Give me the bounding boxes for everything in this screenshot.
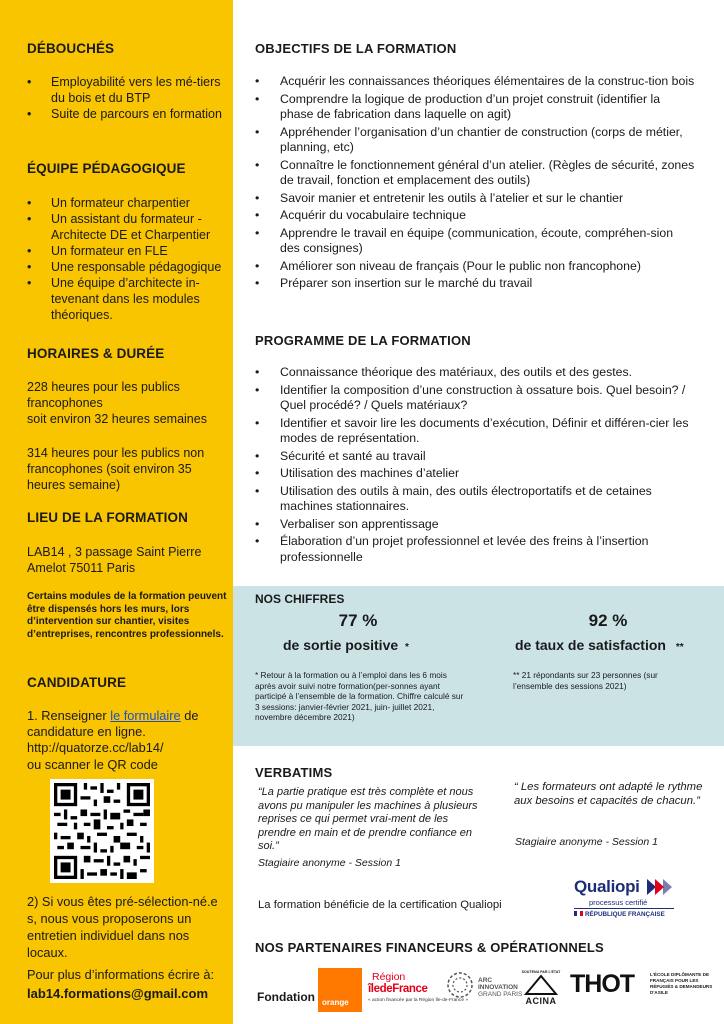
qualiopi-arrows-icon (647, 879, 673, 895)
lieu-title: LIEU DE LA FORMATION (27, 510, 188, 525)
stat1-label-wrap (283, 637, 409, 653)
qr-code[interactable] (50, 779, 154, 883)
stat1-mark: * (405, 642, 409, 653)
candidature-url[interactable]: http://quatorze.cc/lab14/ (27, 740, 164, 755)
partner-orange: orange (322, 998, 349, 1007)
qualiopi-logo (574, 877, 684, 921)
partenaires-title: NOS PARTENAIRES FINANCEURS & OPÉRATIONNELS (255, 940, 604, 955)
qualiopi-logo-rep-wrap (574, 911, 665, 918)
form-link[interactable]: le formulaire (110, 708, 181, 723)
list-item: • Un assistant du formateur - Architecte DE et Charpentier (27, 211, 227, 243)
acina-small: SOUTENU PAR L'ÉTAT (521, 970, 561, 974)
stat2-label-wrap (515, 637, 684, 653)
stat2-value: 92 % (588, 611, 628, 630)
candidature-title: CANDIDATURE (27, 675, 127, 690)
list-item: • Verbaliser son apprentissage (255, 517, 695, 533)
list-item: • Utilisation des machines d’atelier (255, 466, 695, 482)
list-item: • Acquérir du vocabulaire technique (255, 208, 695, 224)
horaires-p2: 314 heures pour les publics non francophones (soit environ 35 heures semaine) (27, 446, 205, 492)
partner-orange-logo (318, 968, 362, 1012)
horaires-p1b: soit environ 32 heures semaines (27, 412, 207, 426)
qualiopi-divider (574, 908, 674, 909)
region-note: « action financée par la Région Île-de-France » (368, 998, 468, 1003)
partner-acina-logo (520, 970, 562, 1012)
debouches-title: DÉBOUCHÉS (27, 41, 115, 56)
arc-line-1: ARC (478, 977, 493, 984)
qualiopi-text: La formation bénéficie de la certification Qualiopi (258, 899, 502, 911)
arc-line-3: GRAND PARIS (478, 991, 523, 998)
contact-email[interactable]: lab14.formations@gmail.com (27, 986, 208, 1001)
candidature-step1 (27, 708, 227, 740)
horaires-p1: 228 heures pour les publics francophones (27, 380, 180, 410)
candidature-step2: 2) Si vous êtes pré-sélection-né.e s, nous vous proposerons un entretien individuel dans nos locaux. (27, 894, 218, 960)
stat2-label: de taux de satisfaction (515, 637, 666, 653)
programme-list (255, 365, 695, 567)
list-item: • Appréhender l’organisation d’un chantier de construction (corps de métier, planning, etc) (255, 125, 695, 156)
stat1-note: * Retour à la formation ou à l’emploi dans les 6 mois après avoir suivi notre formation(per-sonnes ayant participé à l’ensemble de la formation. Chiffre calculé sur 3 sessions: janvier-février 2021, juin- juillet 2021, novembre décembre 2021) (255, 670, 464, 722)
acina-mark-icon (520, 974, 562, 996)
list-item: • Connaissance théorique des matériaux, des outils et des gestes. (255, 365, 695, 381)
list-item: • Élaboration d’un projet professionnel et levée des freins à l’insertion professionnelle (255, 534, 695, 565)
objectifs-title: OBJECTIFS DE LA FORMATION (255, 41, 457, 56)
stat2-mark: ** (675, 642, 684, 653)
list-item: • Apprendre le travail en équipe (communication, écoute, compréhen-sion des consignes) (255, 226, 695, 257)
arc-innovation-icon (446, 971, 474, 999)
list-item: • Une équipe d’architecte in-tevenant dans les modules théoriques. (27, 275, 227, 323)
qualiopi-logo-rep: RÉPUBLIQUE FRANÇAISE (585, 911, 665, 918)
chiffres-section (233, 586, 724, 746)
partner-thot-sub: L'ÉCOLE DIPLÔMANTE DE FRANÇAIS POUR LES RÉFUGIÉS & DEMANDEURS D'ASILE (650, 972, 713, 995)
list-item: • Utilisation des outils à main, des outils électroportatifs et de cetaines machines stationnaires. (255, 484, 695, 515)
objectifs-list (255, 74, 695, 294)
partner-region (368, 971, 468, 1003)
step1-prefix: 1. Renseigner (27, 708, 111, 723)
french-flag-icon (574, 911, 583, 916)
verbatims-title: VERBATIMS (255, 765, 333, 780)
list-item: • Une responsable pédagogique (27, 259, 227, 275)
chiffres-title: NOS CHIFFRES (255, 592, 345, 606)
region-line-2: îledeFrance (368, 983, 428, 995)
programme-title: PROGRAMME DE LA FORMATION (255, 333, 471, 348)
quote-2: “ Les formateurs ont adapté le rythme aux besoins et capacités de chacun.” (514, 781, 703, 807)
lieu-address: LAB14 , 3 passage Saint Pierre Amelot 75011 Paris (27, 545, 202, 575)
quote-1: “La partie pratique est très complète et nous avons pu manipuler les machines à plusieurs reprises ce qui permet vrai-ment de les prendre en main et de prendre confiance en soi.” (258, 786, 478, 852)
qualiopi-logo-sub: processus certifié (589, 898, 648, 907)
list-item: • Un formateur en FLE (27, 243, 227, 259)
list-item: • Connaître le fonctionnement général d’un atelier. (Règles de sécurité, zones de travail, fonction et emplacement des outils) (255, 158, 695, 189)
candidature-qr-text: ou scanner le QR code (27, 757, 158, 772)
list-item: • Un formateur charpentier (27, 195, 227, 211)
list-item: • Identifier la composition d’une construction à ossature bois. Quel besoin? / Quel procédé? / Quels matériaux? (255, 383, 695, 414)
equipe-title: ÉQUIPE PÉDAGOGIQUE (27, 161, 186, 176)
stat1-value: 77 % (338, 611, 378, 630)
left-column (0, 0, 233, 1024)
lieu-note: Certains modules de la formation peuvent être dispensés hors les murs, lors d’intervention sur chantier, visites d’entreprises, rencontres professionnels. (27, 591, 227, 640)
list-item: • Savoir manier et entretenir les outils à l’atelier et sur le chantier (255, 191, 695, 207)
author-2: Stagiaire anonyme - Session 1 (515, 836, 658, 848)
partner-acina: ACINA (525, 996, 557, 1006)
list-item: • Améliorer son niveau de français (Pour le public non francophone) (255, 259, 695, 275)
list-item: • Identifier et savoir lire les documents d’exécution, Définir et différen-cier les modes de représentation. (255, 416, 695, 447)
list-item: • Employabilité vers les mé-tiers du bois et du BTP (27, 74, 227, 106)
debouches-list (27, 74, 227, 122)
stat2-note: ** 21 répondants sur 23 personnes (sur l’ensemble des sessions 2021) (513, 670, 658, 691)
contact-label: Pour plus d’informations écrire à: (27, 967, 215, 982)
list-item: • Sécurité et santé au travail (255, 449, 695, 465)
list-item: • Comprendre la logique de production d’un projet construit (identifier la phase de fabrication dans laquelle on agit) (255, 92, 695, 123)
partner-thot: THOT (570, 970, 635, 998)
author-1: Stagiaire anonyme - Session 1 (258, 857, 401, 869)
list-item: • Suite de parcours en formation (27, 106, 227, 122)
list-item: • Préparer son insertion sur le marché du travail (255, 276, 695, 292)
qr-code-icon (54, 783, 150, 879)
partner-arc (478, 977, 522, 998)
region-line-1: Région (372, 971, 406, 983)
stat1-label: de sortie positive (283, 637, 399, 653)
arc-line-2: INNOVATION (478, 984, 518, 991)
qualiopi-logo-name: Qualiopi (574, 877, 640, 896)
horaires-title: HORAIRES & DURÉE (27, 346, 165, 361)
equipe-list (27, 195, 227, 323)
partner-fondation: Fondation (257, 990, 315, 1004)
list-item: • Acquérir les connaissances théoriques élémentaires de la construc-tion bois (255, 74, 695, 90)
step1-suffix: de candidature en ligne. (27, 708, 199, 739)
